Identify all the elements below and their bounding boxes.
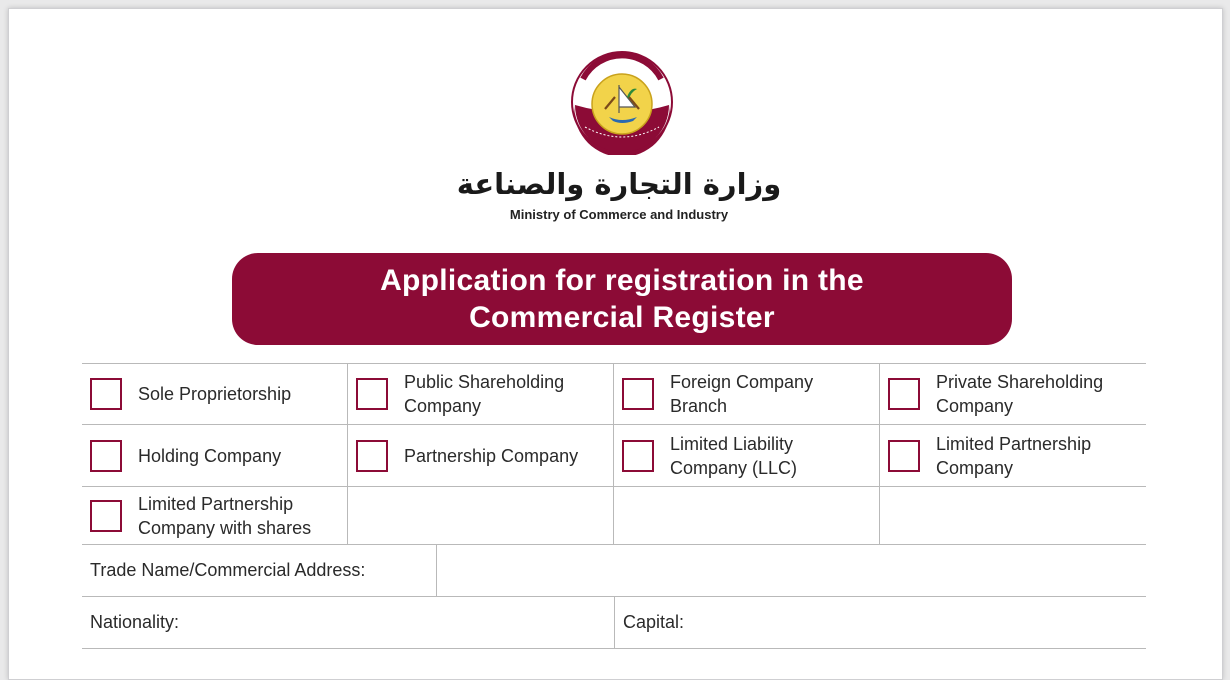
checkbox[interactable] [622, 378, 654, 410]
ministry-arabic-title: وزارة التجارة والصناعة [456, 167, 782, 201]
option-label: Public Shareholding Company [404, 372, 565, 416]
company-type-option [880, 425, 1146, 486]
checkbox[interactable] [90, 378, 122, 410]
company-type-option [614, 425, 880, 486]
company-type-row [82, 487, 1146, 545]
company-type-option [82, 487, 348, 544]
option-label: Limited Partnership Company with shares [138, 493, 312, 538]
nationality-capital-row [82, 597, 1146, 649]
empty-cell [348, 487, 614, 544]
empty-cell [614, 487, 880, 544]
option-label: Private Shareholding Company [936, 372, 1104, 416]
company-type-row [82, 425, 1146, 487]
form-title: Application for registration in the Commercial Register [380, 264, 864, 334]
company-type-option [82, 425, 348, 486]
capital-label: Capital: [623, 612, 685, 632]
checkbox[interactable] [888, 378, 920, 410]
checkbox[interactable] [356, 378, 388, 410]
nationality-label: Nationality: [90, 612, 180, 632]
checkbox[interactable] [90, 500, 122, 532]
option-label: Partnership Company [404, 445, 579, 466]
option-label: Limited Liability Company (LLC) [670, 433, 798, 478]
trade-name-label: Trade Name/Commercial Address: [82, 545, 437, 596]
company-type-option [82, 364, 348, 424]
checkbox[interactable] [888, 440, 920, 472]
checkbox[interactable] [356, 440, 388, 472]
option-label: Sole Proprietorship [138, 384, 292, 404]
company-type-grid [82, 363, 1146, 649]
company-type-row [82, 364, 1146, 425]
state-emblem-icon [569, 49, 675, 155]
option-label: Limited Partnership Company [936, 433, 1092, 478]
trade-name-row [82, 545, 1146, 597]
checkbox[interactable] [90, 440, 122, 472]
nationality-field[interactable] [82, 597, 614, 648]
form-title-banner [232, 253, 1012, 345]
company-type-option [348, 425, 614, 486]
checkbox[interactable] [622, 440, 654, 472]
empty-cell [880, 487, 1146, 544]
trade-name-input[interactable] [437, 545, 1146, 596]
ministry-english-name: Ministry of Commerce and Industry [509, 207, 729, 222]
company-type-option [348, 364, 614, 424]
capital-field[interactable] [614, 597, 1146, 648]
option-label: Foreign Company Branch [670, 372, 814, 416]
company-type-option [880, 364, 1146, 424]
option-label: Holding Company [138, 445, 282, 466]
company-type-option [614, 364, 880, 424]
